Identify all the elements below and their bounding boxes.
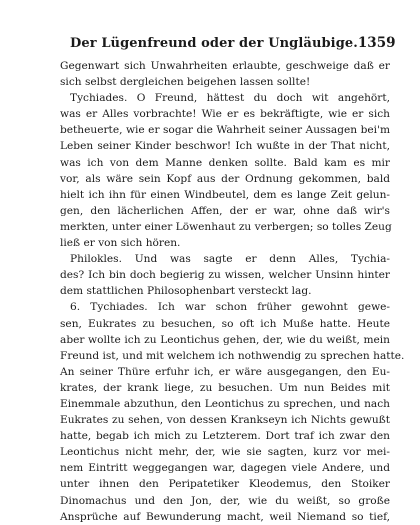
text-line: Tychiades. O Freund, hättest du doch wit angehört, — [70, 92, 390, 105]
text-line: des? Ich bin doch begierig zu wissen, welcher Unsinn hinter — [60, 269, 390, 282]
text-line: Einemmale abzuthun, den Leontichus zu sprechen, und nach — [60, 397, 390, 410]
text-line: krates, der krank liege, zu besuchen. Um nun Beides mit — [60, 381, 390, 394]
page-number: 1359 — [357, 35, 396, 51]
text-line: was ich von dem Manne denken sollte. Bald kam es mir — [60, 156, 390, 169]
text-line: nem Eintritt weggegangen war, dagegen viele Andere, und — [60, 462, 390, 475]
text-line: betheuerte, wie er sogar die Wahrheit seiner Aussagen bei'm — [60, 124, 390, 137]
text-line: hielt ich ihn für einen Windbeutel, dem es lange Zeit gelun- — [60, 188, 390, 201]
text-line: gen, den lächerlichen Affen, der er war, ohne daß wir's — [60, 204, 390, 217]
text-line: sen, Eukrates zu besuchen, so oft ich Muße hatte. Heute — [60, 317, 390, 330]
text-line: unter ihnen den Peripatetiker Kleodemus, den Stoiker — [60, 478, 390, 491]
text-line: Freund ist, und mit welchem ich nothwendig zu sprechen hatte. — [60, 349, 405, 362]
text-line: Ansprüche auf Bewunderung macht, weil Niemand so tief, — [60, 510, 390, 523]
text-line: Philokles. Und was sagte er denn Alles, Tychia- — [70, 253, 390, 266]
text-line: Leben seiner Kinder beschwor! Ich wußte in der That nicht, — [60, 140, 390, 153]
text-line: dem stattlichen Philosophenbart versteckt lag. — [60, 285, 312, 298]
text-line: was er Alles vorbrachte! Wie er es bekräftigte, wie er sich — [60, 108, 390, 121]
text-line: An seiner Thüre erfuhr ich, er wäre ausgegangen, den Eu- — [60, 365, 390, 378]
running-title: Der Lügenfreund oder der Ungläubige. — [70, 36, 358, 51]
text-line: 6. Tychiades. Ich war schon früher gewohnt gewe- — [70, 301, 390, 314]
text-line: Dinomachus und den Jon, der, wie du weißt, so große — [60, 494, 390, 507]
page-header — [70, 35, 396, 53]
text-line: merkten, unter einer Löwenhaut zu verbergen; so tolles Zeug — [60, 220, 392, 233]
text-line: vor, als wäre sein Kopf aus der Ordnung gekommen, bald — [60, 172, 390, 185]
text-line: Gegenwart sich Unwahrheiten erlaubte, geschweige daß er — [60, 60, 390, 72]
body-text — [60, 58, 405, 525]
text-line: sich selbst dergleichen beigehen lassen sollte! — [60, 76, 311, 89]
text-line: aber wollte ich zu Leontichus gehen, der, wie du weißt, mein — [60, 333, 390, 346]
text-line: ließ er von sich hören. — [60, 237, 181, 250]
text-line: hatte, begab ich mich zu Letzterem. Dort traf ich zwar den — [60, 430, 390, 443]
text-line: Leontichus nicht mehr, der, wie sie sagten, kurz vor mei- — [60, 446, 390, 459]
text-line: Eukrates zu sehen, von dessen Krankseyn ich Nichts gewußt — [60, 414, 390, 427]
